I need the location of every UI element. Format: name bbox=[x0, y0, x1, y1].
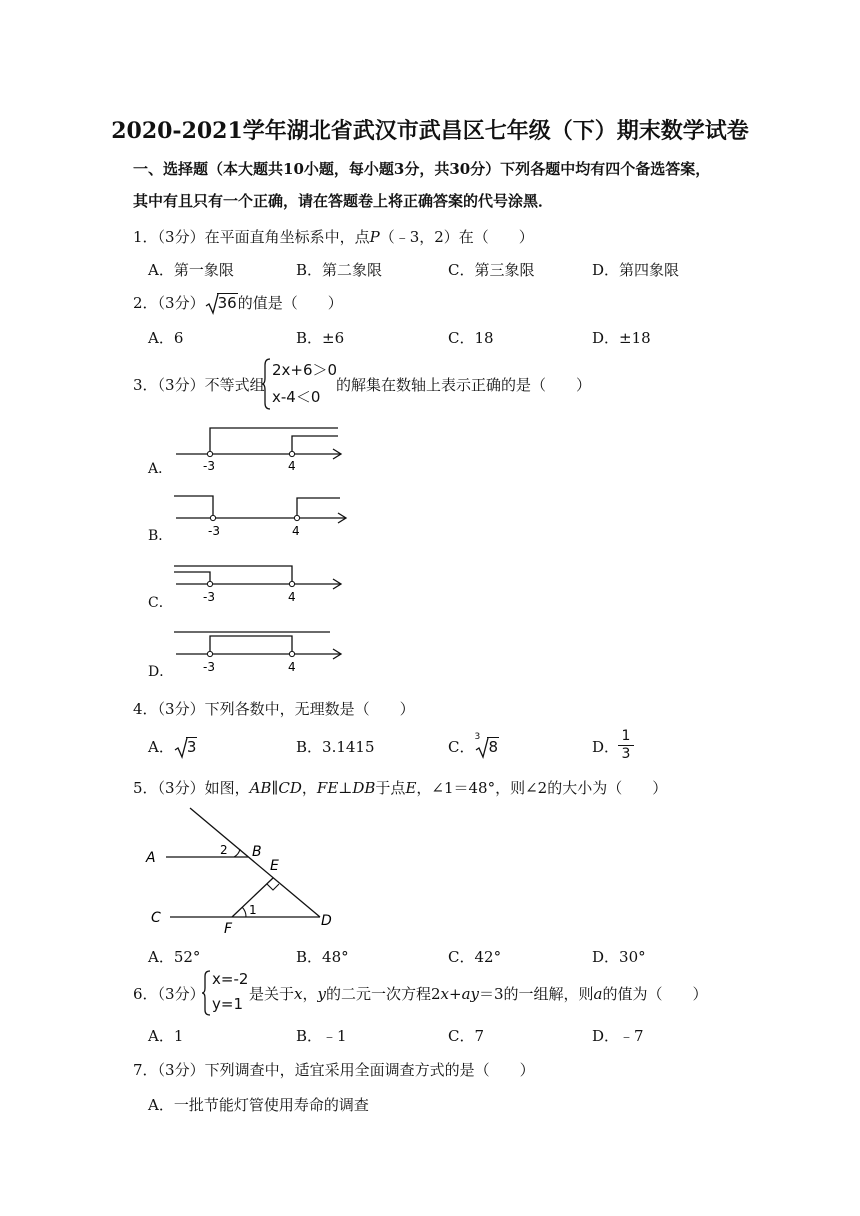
question-1-option-d: D．第四象限 bbox=[592, 261, 680, 279]
radical-sign-icon bbox=[475, 737, 489, 759]
question-7-option-a: A．一批节能灯管使用寿命的调查 bbox=[148, 1096, 369, 1114]
question-6-option-b: B．﹣1 bbox=[296, 1027, 347, 1045]
system-brace-icon bbox=[201, 970, 211, 1016]
question-4-stem: 4．（3分）下列各数中，无理数是（ ） bbox=[133, 700, 415, 718]
question-3-label-d: D． bbox=[148, 664, 174, 680]
label-point-a: A bbox=[146, 850, 156, 866]
number-line-c bbox=[170, 556, 350, 606]
parallel-lines-figure bbox=[140, 804, 350, 936]
page-title: 2020-2021学年湖北省武汉市武昌区七年级（下）期末数学试卷 bbox=[111, 118, 749, 144]
tick-label-4: 4 bbox=[288, 660, 296, 674]
question-5-option-c: C．42° bbox=[448, 948, 502, 966]
label-point-e: E bbox=[270, 858, 279, 874]
square-root: 3 bbox=[174, 738, 198, 756]
label-point-f: F bbox=[224, 921, 233, 936]
question-7-stem: 7．（3分）下列调查中，适宜采用全面调查方式的是（ ） bbox=[133, 1061, 535, 1079]
number-line-d bbox=[170, 624, 350, 674]
label-point-b: B bbox=[252, 844, 262, 860]
question-5-option-a: A．52° bbox=[148, 948, 201, 966]
question-3-label-b: B． bbox=[148, 528, 173, 544]
question-6-option-c: C．7 bbox=[448, 1027, 485, 1045]
question-4-option-a: A． 3 bbox=[148, 736, 197, 757]
tick-label-4: 4 bbox=[292, 524, 300, 538]
label-point-d: D bbox=[321, 913, 332, 929]
question-1-stem: 1．（3分）在平面直角坐标系中，点P（﹣3，2）在（ ） bbox=[133, 228, 534, 246]
cube-root: 3 8 bbox=[474, 738, 499, 756]
number-line-b bbox=[170, 488, 350, 538]
question-2-stem: 2．（3分） 36的值是（ ） bbox=[133, 292, 343, 313]
tick-label-4: 4 bbox=[288, 459, 296, 472]
question-6-stem: 是关于x，y的二元一次方程2x+ay＝3的一组解，则a的值为（ ） bbox=[249, 985, 708, 1003]
question-2-option-d: D．±18 bbox=[592, 329, 651, 347]
question-5-option-b: B．48° bbox=[296, 948, 349, 966]
equation-2: y=1 bbox=[212, 995, 243, 1013]
fraction-one-third: 1 3 bbox=[618, 728, 634, 763]
question-6-option-a: A．1 bbox=[148, 1027, 184, 1045]
system-brace-icon bbox=[261, 358, 271, 410]
question-4-option-c: C． 3 8 bbox=[448, 736, 499, 757]
radical-sign-icon bbox=[174, 737, 188, 759]
question-2-option-a: A．6 bbox=[148, 329, 184, 347]
question-3-label-c: C． bbox=[148, 595, 173, 611]
radical-sign-icon bbox=[205, 293, 219, 315]
tick-label-neg3: -3 bbox=[203, 660, 215, 674]
square-root: 36 bbox=[205, 294, 238, 312]
question-1-option-a: A．第一象限 bbox=[148, 261, 234, 279]
question-4-option-d: D． bbox=[592, 738, 620, 756]
section-heading-line2: 其中有且只有一个正确，请在答题卷上将正确答案的代号涂黑． bbox=[133, 192, 554, 210]
equation-1: x=-2 bbox=[212, 970, 249, 988]
question-3-stem-suffix: 的解集在数轴上表示正确的是（ ） bbox=[336, 376, 592, 394]
tick-label-neg3: -3 bbox=[203, 590, 215, 604]
question-1-option-c: C．第三象限 bbox=[448, 261, 535, 279]
label-point-c: C bbox=[151, 910, 161, 926]
question-3-label-a: A． bbox=[148, 461, 173, 477]
question-6-option-d: D．﹣7 bbox=[592, 1027, 644, 1045]
question-1-option-b: B．第二象限 bbox=[296, 261, 383, 279]
inequality-2: x-4＜0 bbox=[272, 388, 321, 406]
question-5-stem: 5．（3分）如图，AB∥CD，FE⊥DB于点E，∠1＝48°，则∠2的大小为（ ） bbox=[133, 779, 668, 797]
number-line-a bbox=[170, 422, 350, 472]
tick-label-neg3: -3 bbox=[203, 459, 215, 472]
label-angle-2: 2 bbox=[220, 843, 228, 857]
tick-label-4: 4 bbox=[288, 590, 296, 604]
question-2-option-c: C．18 bbox=[448, 329, 494, 347]
question-4-option-b: B．3.1415 bbox=[296, 738, 375, 756]
tick-label-neg3: -3 bbox=[208, 524, 220, 538]
question-3-stem-prefix: 3．（3分）不等式组 bbox=[133, 376, 265, 394]
question-2-option-b: B．±6 bbox=[296, 329, 345, 347]
inequality-1: 2x+6＞0 bbox=[272, 361, 338, 379]
question-6-stem-prefix: 6．（3分） bbox=[133, 985, 205, 1003]
question-5-option-d: D．30° bbox=[592, 948, 646, 966]
section-heading-line1: 一、选择题（本大题共10小题，每小题3分，共30分）下列各题中均有四个备选答案， bbox=[133, 160, 711, 178]
label-angle-1: 1 bbox=[249, 903, 257, 917]
